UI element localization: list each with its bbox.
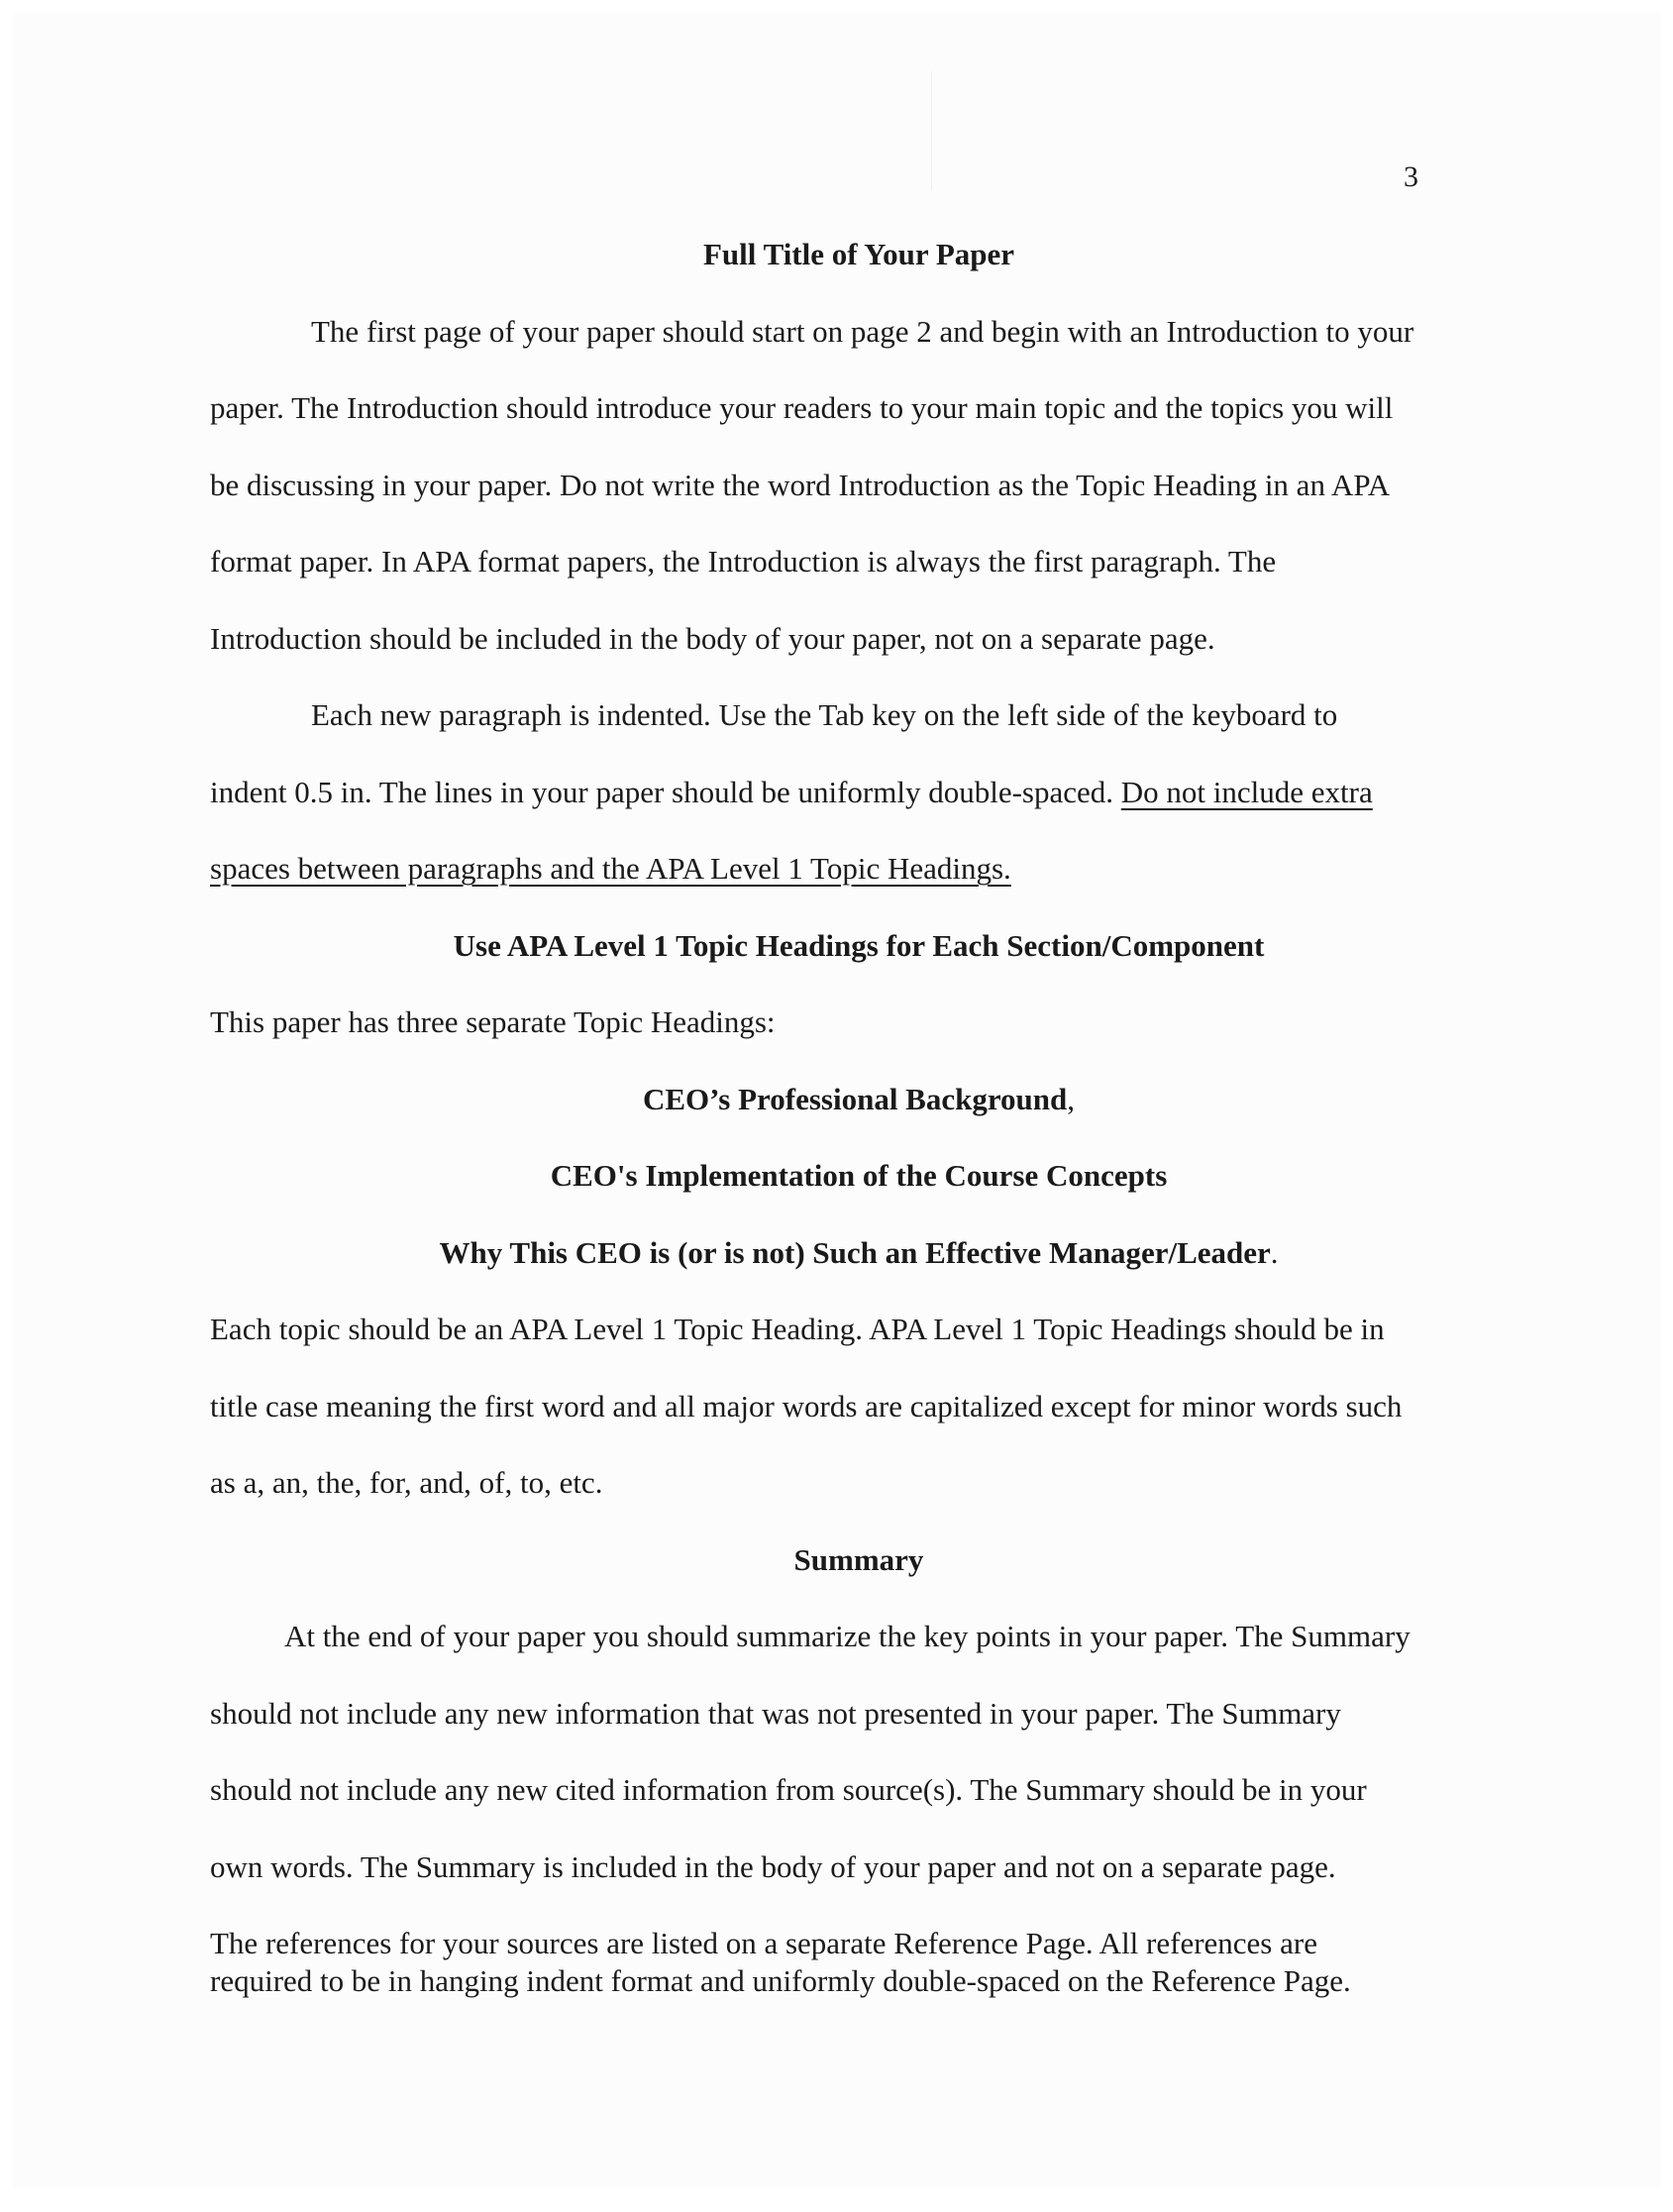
topic-heading-punct: , [1067, 1081, 1076, 1116]
paragraph-line: This paper has three separate Topic Headings: [210, 1004, 776, 1039]
summary-heading: Summary [793, 1541, 924, 1577]
indent-paragraph [210, 692, 1508, 923]
references-note [210, 1921, 1508, 2000]
page-number: 3 [1404, 160, 1418, 193]
document-page [12, 12, 1661, 2188]
topic-heading-example [210, 1230, 1508, 1308]
paragraph-text: indent 0.5 in. The lines in your paper should be uniformly double-spaced. [210, 774, 1121, 809]
paragraph-line: paper. The Introduction should introduce your readers to your main topic and the topics you will [210, 390, 1394, 425]
paragraph-line: Each topic should be an APA Level 1 Topic Heading. APA Level 1 Topic Headings should be in [210, 1312, 1385, 1346]
paragraph-line: should not include any new information that was not presented in your paper. The Summary [210, 1695, 1341, 1731]
intro-paragraph [210, 309, 1508, 693]
paragraph-line: format paper. In APA format papers, the Introduction is always the first paragraph. The [210, 544, 1277, 579]
paper-title: Full Title of Your Paper [702, 237, 1015, 271]
summary-paragraph [210, 1614, 1508, 1921]
underlined-emphasis: spaces between paragraphs and the APA Level 1 Topic Headings. [210, 851, 1011, 886]
section-heading: Use APA Level 1 Topic Headings for Each Section/Component [453, 927, 1265, 963]
topic-heading-example [210, 1077, 1508, 1154]
document-body [210, 232, 1508, 2000]
paragraph-line [210, 846, 1508, 923]
paragraph-line: own words. The Summary is included in the body of your paper and not on a separate page. [210, 1848, 1336, 1884]
underlined-emphasis: Do not include extra [1120, 774, 1373, 809]
topic-heading-text: CEO’s Professional Background [642, 1081, 1068, 1116]
paragraph-line: Each new paragraph is indented. Use the Tab key on the left side of the keyboard to [311, 697, 1338, 732]
paragraph-line: The first page of your paper should start on page 2 and begin with an Introduction to your [311, 313, 1414, 349]
topic-heading-punct: . [1270, 1234, 1279, 1270]
topic-heading-example: CEO's Implementation of the Course Concepts [550, 1158, 1168, 1193]
paragraph-line: Introduction should be included in the body of your paper, not on a separate page. [210, 620, 1215, 656]
paragraph-line: At the end of your paper you should summarize the key points in your paper. The Summary [284, 1619, 1411, 1653]
paragraph-line: be discussing in your paper. Do not write the word Introduction as the Topic Heading in an APA [210, 467, 1391, 502]
topic-heading-text: Why This CEO is (or is not) Such an Effective Manager/Leader [439, 1234, 1271, 1270]
paragraph-line: title case meaning the first word and all major words are capitalized except for minor words such [210, 1388, 1403, 1423]
paragraph-line: as a, an, the, for, and, of, to, etc. [210, 1465, 603, 1500]
paragraph-line: required to be in hanging indent format and uniformly double-spaced on the Reference Page. [210, 1963, 1351, 1998]
paragraph-line: should not include any new cited information from source(s). The Summary should be in your [210, 1772, 1367, 1807]
paragraph-line [210, 770, 1508, 847]
scan-artifact-line [931, 71, 932, 190]
paragraph-line: The references for your sources are listed on a separate Reference Page. All references are [210, 1926, 1317, 1960]
explanation-paragraph [210, 1307, 1508, 1537]
